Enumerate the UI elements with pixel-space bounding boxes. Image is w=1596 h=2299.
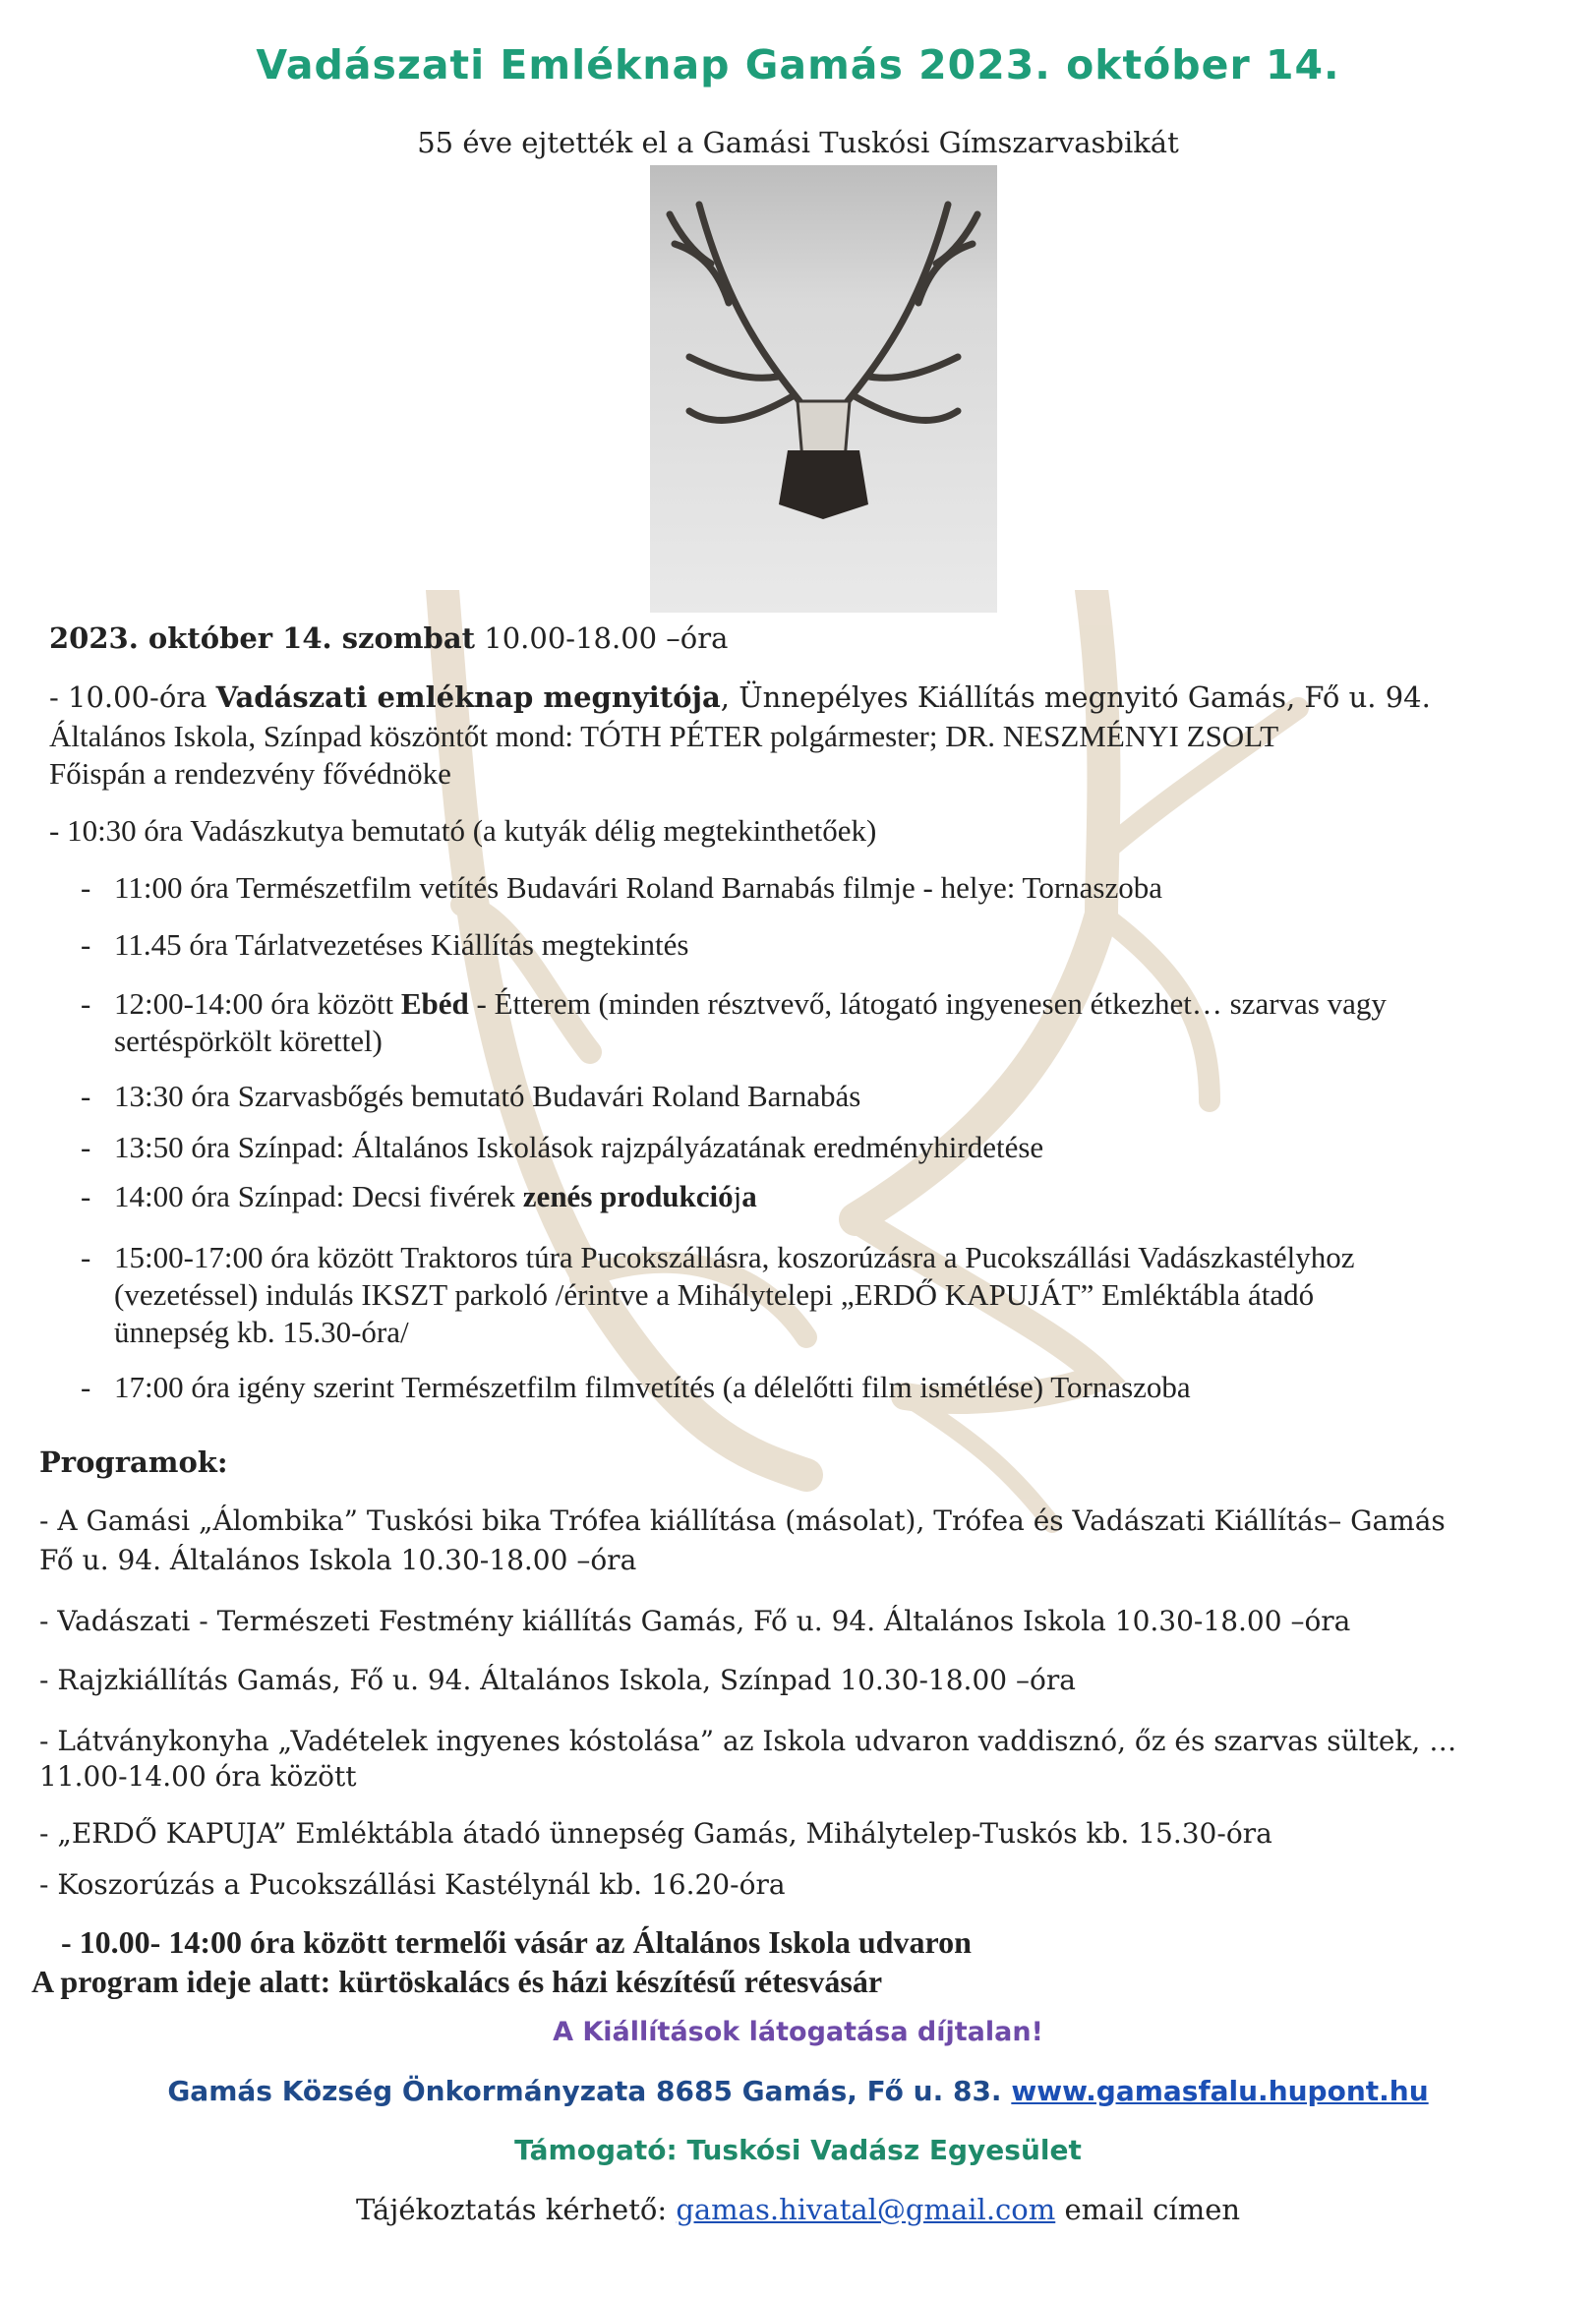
tour-item-line-2: (vezetéssel) indulás IKSZT parkoló /érintve a Mihálytelepi „ERDŐ KAPUJÁT” Emléktábla átadó <box>114 1277 1315 1312</box>
music-end: a <box>741 1179 757 1213</box>
kitchen-line-2: 11.00-14.00 óra között <box>39 1760 357 1793</box>
organizer-address: Gamás Község Önkormányzata 8685 Gamás, Fő u. 83. <box>167 2075 1012 2107</box>
page-title: Vadászati Emléknap Gamás 2023. október 14. <box>256 41 1340 88</box>
painting-exhibit: - Vadászati - Természeti Festmény kiállítás Gamás, Fő u. 94. Általános Iskola 10.30-18.00 –óra <box>39 1605 1351 1637</box>
lunch-details: - Étterem (minden résztvevő, látogató ingyenesen étkezhet… szarvas vagy <box>468 986 1387 1021</box>
tour-item-line-1: 15:00-17:00 óra között Traktoros túra Pucokszállásra, koszorúzásra a Pucokszállási Vadászkastélyhoz <box>114 1240 1355 1274</box>
kitchen-line-1: - Látványkonyha „Vadételek ingyenes kóstolása” az Iskola udvaron vaddisznó, őz és szarvas sültek, … <box>39 1725 1457 1757</box>
bullet-dash: - <box>81 870 91 905</box>
plaque-ceremony: - „ERDŐ KAPUJA” Emléktábla átadó ünnepség Gamás, Mihálytelep-Tuskós kb. 15.30-óra <box>39 1817 1272 1850</box>
drawing-results-item: 13:50 óra Színpad: Általános Iskolások rajzpályázatának eredményhirdetése <box>114 1130 1044 1164</box>
bullet-dash: - <box>81 1079 91 1113</box>
opening-title: Vadászati emléknap megnyitója <box>215 680 721 714</box>
wreath-laying: - Koszorúzás a Pucokszállási Kastélynál kb. 16.20-óra <box>39 1868 786 1901</box>
opening-line-2: Általános Iskola, Színpad köszöntőt mond: TÓTH PÉTER polgármester; DR. NESZMÉNYI ZSOLT <box>49 719 1279 753</box>
music-item <box>114 1178 757 1215</box>
bullet-dash: - <box>81 1370 91 1404</box>
email-link[interactable]: gamas.hivatal@gmail.com <box>676 2193 1056 2226</box>
film-repeat-item: 17:00 óra igény szerint Természetfilm filmvetítés (a délelőtti film ismétlése) Tornaszoba <box>114 1370 1191 1404</box>
music-mid: j <box>733 1179 742 1213</box>
event-date: 2023. október 14. szombat <box>49 621 476 655</box>
drawing-exhibit: - Rajzkiállítás Gamás, Fő u. 94. Általános Iskola, Színpad 10.30-18.00 –óra <box>39 1664 1076 1696</box>
sponsor-line: Támogató: Tuskósi Vadász Egyesület <box>514 2134 1082 2166</box>
pastry-line: A program ideje alatt: kürtöskalács és házi készítésű rétesvásár <box>31 1964 883 1999</box>
roar-item: 13:30 óra Szarvasbőgés bemutató Budavári Roland Barnabás <box>114 1079 861 1113</box>
website-link[interactable]: www.gamasfalu.hupont.hu <box>1011 2075 1429 2107</box>
music-intro: 14:00 óra Színpad: Decsi fivérek <box>114 1179 523 1213</box>
trophy-exhibit-line-1: - A Gamási „Álombika” Tuskósi bika Trófea kiállítása (másolat), Trófea és Vadászati Kiállítás– Gamás <box>39 1504 1446 1537</box>
lunch-title: Ebéd <box>400 986 469 1021</box>
free-admission-note: A Kiállítások látogatása díjtalan! <box>553 2017 1043 2047</box>
bullet-dash: - <box>81 1130 91 1164</box>
contact-line <box>0 2191 1596 2228</box>
bullet-dash: - <box>81 927 91 962</box>
guided-tour-item: 11.45 óra Tárlatvezetéses Kiállítás megtekintés <box>114 927 689 962</box>
opening-line-3: Főispán a rendezvény fővédnöke <box>49 756 451 791</box>
tour-item-line-3: ünnepség kb. 15.30-óra/ <box>114 1315 409 1349</box>
music-title: zenés produkció <box>522 1179 734 1213</box>
bullet-dash: - <box>81 1179 91 1213</box>
film-item: 11:00 óra Természetfilm vetítés Budavári Roland Barnabás filmje - helye: Tornaszoba <box>114 870 1162 905</box>
event-date-line <box>49 619 728 657</box>
bullet-dash: - <box>81 1240 91 1274</box>
opening-time: - 10.00-óra <box>49 680 216 714</box>
event-hours: 10.00-18.00 –óra <box>475 621 729 655</box>
lunch-time: 12:00-14:00 óra között <box>114 986 401 1021</box>
dog-show-item: - 10:30 óra Vadászkutya bemutató (a kutyák délig megtekinthetőek) <box>49 813 877 848</box>
programs-heading: Programok: <box>39 1445 228 1479</box>
contact-prefix: Tájékoztatás kérhető: <box>355 2193 677 2226</box>
contact-suffix: email címen <box>1055 2193 1241 2226</box>
lunch-item <box>114 985 1387 1023</box>
antler-trophy-photo <box>650 165 997 613</box>
trophy-exhibit-line-2: Fő u. 94. Általános Iskola 10.30-18.00 –óra <box>39 1544 637 1576</box>
market-line: - 10.00- 14:00 óra között termelői vásár az Általános Iskola udvaron <box>61 1924 972 1960</box>
organizer-line <box>0 2073 1596 2110</box>
opening-location: , Ünnepélyes Kiállítás megnyitó Gamás, Fő u. 94. <box>720 680 1431 714</box>
page-subtitle: 55 éve ejtették el a Gamási Tuskósi Gímszarvasbikát <box>417 126 1179 159</box>
bullet-dash: - <box>81 986 91 1021</box>
lunch-item-line-2: sertéspörkölt körettel) <box>114 1024 383 1058</box>
opening-line <box>49 678 1431 716</box>
